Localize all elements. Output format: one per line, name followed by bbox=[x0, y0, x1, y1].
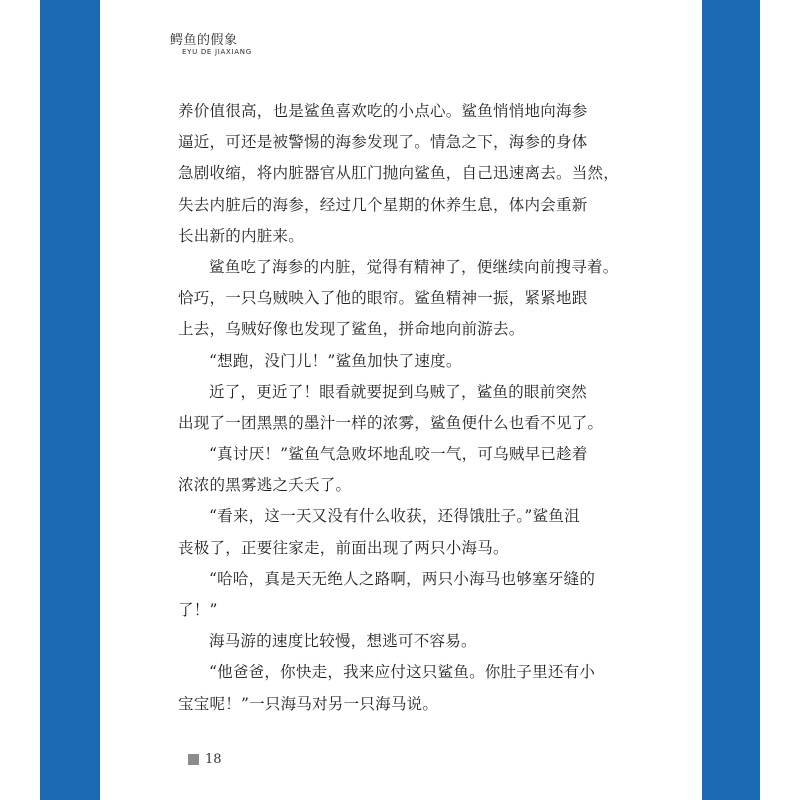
page-number: 18 bbox=[205, 752, 222, 767]
text-line: 逼近，可还是被警惕的海参发现了。情急之下，海参的身体 bbox=[178, 133, 588, 152]
text-line: 养价值很高，也是鲨鱼喜欢吃的小点心。鲨鱼悄悄地向海参 bbox=[178, 102, 588, 120]
text-line: 海马游的速度比较慢，想逃可不容易。 bbox=[209, 632, 477, 651]
text-line: 宝宝呢！”一只海马对另一只海马说。 bbox=[178, 694, 439, 713]
text-line: “想跑，没门儿！”鲨鱼加快了速度。 bbox=[209, 351, 462, 370]
text-line: “他爸爸，你快走，我来应付这只鲨鱼。你肚子里还有小 bbox=[209, 663, 596, 682]
book-page bbox=[100, 0, 702, 800]
body-text bbox=[178, 96, 620, 720]
text-line: 急剧收缩，将内脏器官从肛门抛向鲨鱼，自己迅速离去。当然， bbox=[178, 164, 620, 183]
text-line: 长出新的内脏来。 bbox=[178, 226, 305, 245]
text-line: 失去内脏后的海参，经过几个星期的休养生息，体内会重新 bbox=[178, 195, 588, 214]
text-line: 恰巧，一只乌贼映入了他的眼帘。鲨鱼精神一振，紧紧地跟 bbox=[178, 289, 588, 308]
text-line: “看来，这一天又没有什么收获，还得饿肚子。”鲨鱼沮 bbox=[209, 507, 580, 526]
text-line: 近了，更近了！眼看就要捉到乌贼了，鲨鱼的眼前突然 bbox=[209, 382, 588, 401]
page-marker-square bbox=[188, 754, 199, 765]
text-line: “真讨厌！”鲨鱼气急败坏地乱咬一气，可乌贼早已趁着 bbox=[209, 445, 588, 464]
text-line: 鲨鱼吃了海参的内脏，觉得有精神了，便继续向前搜寻着。 bbox=[209, 257, 619, 276]
left-blue-border bbox=[40, 0, 100, 800]
header-title: 鳄鱼的假象 bbox=[170, 33, 238, 48]
text-line: 浓浓的黑雾逃之夭夭了。 bbox=[178, 476, 352, 495]
text-line: 丧极了，正要往家走，前面出现了两只小海马。 bbox=[178, 538, 509, 557]
text-line: 上去，乌贼好像也发现了鲨鱼，拼命地向前游去。 bbox=[178, 320, 525, 339]
page-footer bbox=[188, 752, 222, 767]
header-subtitle: EYU DE JIAXIANG bbox=[182, 48, 252, 56]
running-header bbox=[170, 33, 252, 57]
text-line: 了！” bbox=[178, 601, 218, 619]
text-line: 出现了一团黑黑的墨汁一样的浓雾，鲨鱼便什么也看不见了。 bbox=[178, 413, 604, 432]
right-blue-border bbox=[702, 0, 760, 800]
text-line: “哈哈，真是天无绝人之路啊，两只小海马也够塞牙缝的 bbox=[209, 569, 596, 588]
